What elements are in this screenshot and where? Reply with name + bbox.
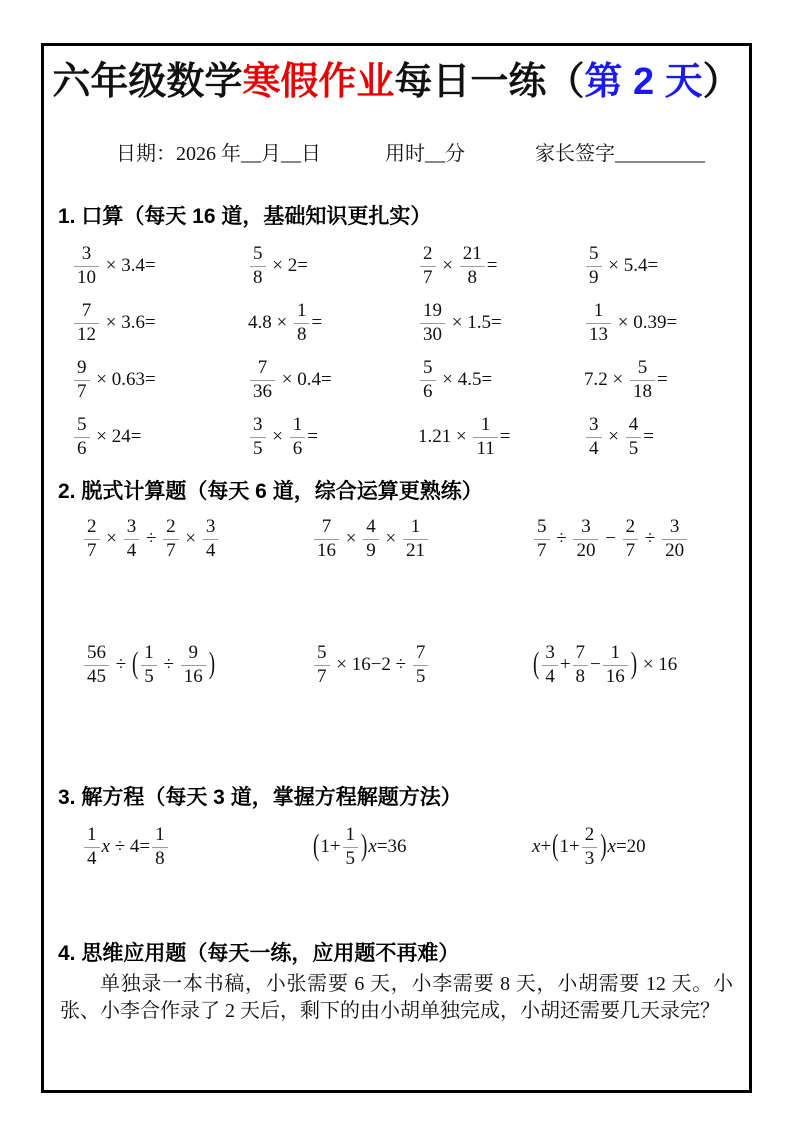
math-expression: $\frac{5}{9}$ × 5.4= [584,244,658,289]
tall-paren: ( [313,829,320,863]
math-expression: $\frac{19}{30}$ × 1.5= [418,301,502,346]
fraction: $\frac{2}{7}$ [163,517,179,562]
math-expression: 4.8 × $\frac{1}{8}$ = [248,300,323,345]
math-problem [418,238,584,295]
title-paren-close: ） [702,61,741,103]
section-4-heading: 4. 思维应用题（每天一练，应用题不再难） [58,942,460,965]
math-problem [312,819,532,875]
duration-label: 用时__分 [385,143,465,165]
math-problem [82,511,312,567]
date-label: 日期：2026 年__月__日 [116,143,321,165]
fraction: $\frac{3}{4}$ [542,643,558,688]
title-holiday-homework: 寒假作业 [242,61,395,103]
math-expression: $\frac{5}{7}$ × 16−2 ÷ $\frac{7}{5}$ [312,643,430,688]
math-expression: 7.2 × $\frac{5}{18}$ = [584,357,668,402]
math-problem [248,295,418,352]
fraction: $\frac{9}{7}$ [74,358,90,403]
math-problem [532,819,749,875]
fraction: $\frac{5}{9}$ [586,244,602,289]
math-problem [418,295,584,352]
fraction: $\frac{1}{6}$ [290,415,306,460]
fraction: $\frac{56}{45}$ [84,643,109,688]
word-problem-text: 单独录一本书稿，小张需要 6 天，小李需要 8 天，小胡需要 12 天。小张、小李合作录了 2 天后，剩下的由小胡单独完成，小胡还需要几天录完？ [60,973,733,1022]
math-problem [72,409,248,466]
fraction: $\frac{1}{11}$ [473,415,497,460]
fraction: $\frac{3}{4}$ [203,517,219,562]
math-problem [584,352,749,409]
multi-step-row-2 [82,637,749,693]
math-expression: $\frac{2}{7}$ × $\frac{3}{4}$ ÷ $\frac{2}{7}$ × $\frac{3}{4}$ [82,517,220,562]
signature-label: 家长签字_________ [535,143,705,165]
math-expression: (1+ $\frac{1}{5}$ )x=36 [313,823,407,869]
math-expression: $\frac{56}{45}$ ÷ ( $\frac{1}{5}$ ÷ $\frac{9}{16}$ ) [82,643,216,688]
math-expression: $\frac{3}{10}$ × 3.4= [72,244,156,289]
fraction: $\frac{4}{9}$ [363,517,379,562]
fraction: $\frac{7}{5}$ [413,643,429,688]
fraction: $\frac{2}{7}$ [420,244,436,289]
math-problem [72,352,248,409]
math-problem [418,409,584,466]
math-expression: $\frac{1}{4}$ x ÷ 4= $\frac{1}{8}$ [82,825,170,870]
math-expression: $\frac{2}{7}$ × $\frac{21}{8}$ = [418,244,497,289]
math-problem [72,295,248,352]
math-problem [82,819,312,875]
fraction: $\frac{7}{16}$ [314,517,339,562]
fraction: $\frac{1}{21}$ [403,517,428,562]
fraction: $\frac{5}{6}$ [420,358,436,403]
math-problem [82,637,312,693]
date-line [96,117,749,192]
page-title [48,56,745,108]
fraction: $\frac{1}{8}$ [294,301,310,346]
math-problem [532,511,749,567]
fraction: $\frac{7}{36}$ [250,358,275,403]
fraction: $\frac{3}{20}$ [573,517,598,562]
math-problem [584,295,749,352]
math-problem [418,352,584,409]
equations-row [82,819,749,875]
fraction: $\frac{1}{16}$ [603,643,628,688]
fraction: $\frac{3}{5}$ [250,415,266,460]
fraction: $\frac{19}{30}$ [420,301,445,346]
math-expression: $\frac{1}{13}$ × 0.39= [584,301,677,346]
fraction: $\frac{7}{12}$ [74,301,99,346]
title-paren-open: （ [546,61,585,103]
math-problem [584,238,749,295]
tall-paren: ) [630,647,638,681]
fraction: $\frac{3}{10}$ [74,244,99,289]
section-3-heading: 3. 解方程（每天 3 道，掌握方程解题方法） [58,786,462,809]
math-expression: x+(1+ $\frac{2}{3}$ )x=20 [532,823,646,869]
math-expression: $\frac{9}{7}$ × 0.63= [72,358,156,403]
fraction: $\frac{2}{7}$ [623,517,639,562]
fraction: $\frac{5}{7}$ [534,517,550,562]
math-problem [584,409,749,466]
math-problem [72,238,248,295]
fraction: $\frac{1}{5}$ [343,825,359,870]
math-problem [312,511,532,567]
fraction: $\frac{7}{8}$ [573,643,589,688]
fraction: $\frac{5}{18}$ [630,358,655,403]
fraction: $\frac{3}{4}$ [586,415,602,460]
multi-step-row-1 [82,511,749,567]
fraction: $\frac{5}{6}$ [74,415,90,460]
tall-paren: ) [361,829,368,863]
section-2-heading: 2. 脱式计算题（每天 6 道，综合运算更熟练） [58,480,483,503]
title-grade-subject: 六年级数学 [52,61,243,103]
fraction: $\frac{9}{16}$ [181,643,206,688]
fraction: $\frac{4}{5}$ [626,415,642,460]
math-expression: $\frac{3}{4}$ × $\frac{4}{5}$ = [584,415,654,460]
title-daily-practice: 每日一练 [394,61,547,103]
math-problem [248,352,418,409]
math-expression: $\frac{5}{7}$ ÷ $\frac{3}{20}$ − $\frac{2}{7}$ ÷ $\frac{3}{20}$ [532,517,689,562]
fraction: $\frac{1}{4}$ [84,825,100,870]
fraction: $\frac{3}{20}$ [662,517,687,562]
tall-paren: ) [208,647,216,681]
fraction: $\frac{1}{8}$ [152,825,168,870]
fraction: $\frac{2}{7}$ [84,517,100,562]
worksheet-page [41,43,752,1093]
math-expression: $\frac{5}{6}$ × 24= [72,415,141,460]
math-expression: 1.21 × $\frac{1}{11}$ = [418,414,511,459]
math-problem [248,238,418,295]
fraction: $\frac{5}{7}$ [314,643,330,688]
math-expression: $\frac{5}{8}$ × 2= [248,244,308,289]
math-expression: $\frac{5}{6}$ × 4.5= [418,358,492,403]
fraction: $\frac{2}{3}$ [582,825,598,870]
math-expression: $\frac{7}{36}$ × 0.4= [248,358,332,403]
fraction: $\frac{1}{5}$ [141,643,157,688]
fraction: $\frac{3}{4}$ [124,517,140,562]
tall-paren: ( [533,647,540,681]
math-expression: ( $\frac{3}{4}$ + $\frac{7}{8}$ − $\frac{1}{16}$ ) × 16 [533,641,678,687]
math-problem [312,637,532,693]
section-1-heading: 1. 口算（每天 16 道，基础知识更扎实） [58,205,432,228]
math-problem [532,637,749,693]
oral-grid [72,238,749,466]
fraction: $\frac{5}{8}$ [250,244,266,289]
tall-paren: ( [131,647,139,681]
math-expression: $\frac{7}{16}$ × $\frac{4}{9}$ × $\frac{1}{21}$ [312,517,430,562]
fraction: $\frac{21}{8}$ [460,244,485,289]
title-day-number: 第 2 天 [584,61,703,103]
math-expression: $\frac{3}{5}$ × $\frac{1}{6}$ = [248,415,318,460]
math-problem [248,409,418,466]
tall-paren: ( [552,829,559,863]
tall-paren: ) [600,829,607,863]
fraction: $\frac{1}{13}$ [586,301,611,346]
math-expression: $\frac{7}{12}$ × 3.6= [72,301,156,346]
